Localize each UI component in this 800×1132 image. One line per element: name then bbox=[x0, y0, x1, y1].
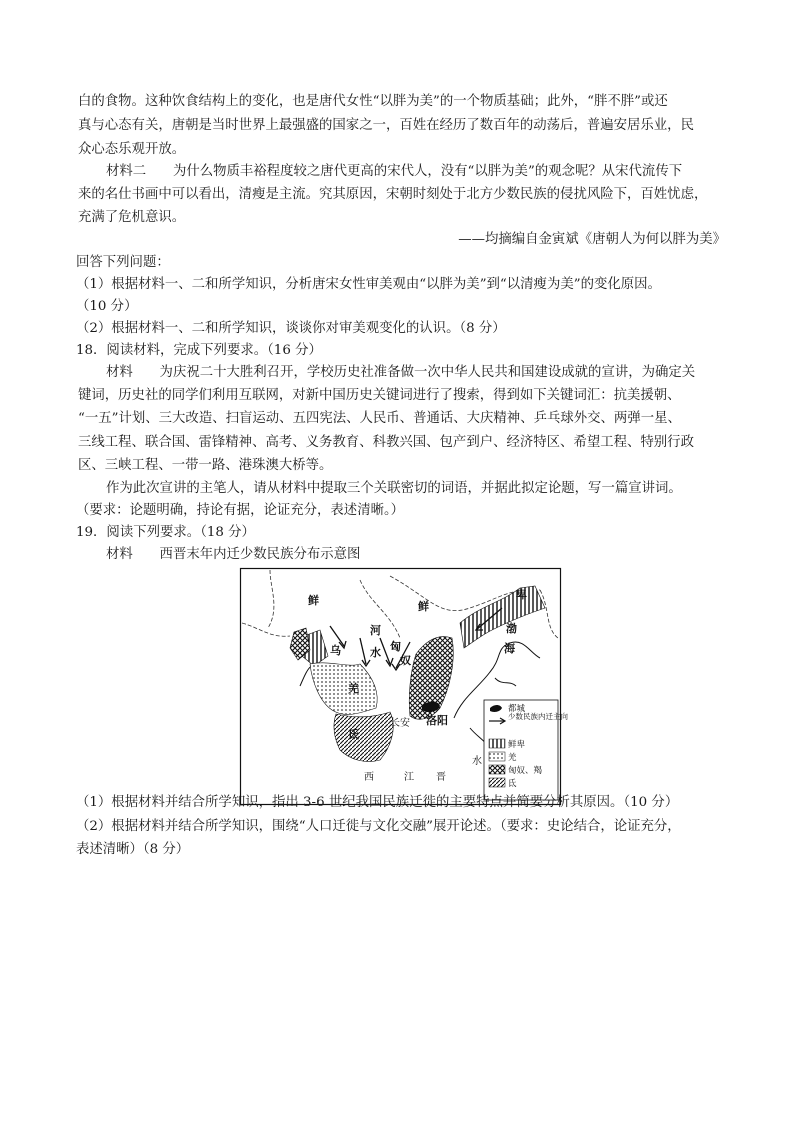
label-shui: 水 bbox=[370, 646, 381, 659]
legend-xiongnu-jie: 匈奴、羯 bbox=[508, 766, 543, 776]
label-qiang: 羌 bbox=[348, 682, 359, 695]
q18-material-line-5: 区、三峡工程、一带一路、港珠澳大桥等。 bbox=[78, 458, 333, 473]
map-legend bbox=[484, 700, 568, 800]
q18-requirement-1: 作为此次宣讲的主笔人，请从材料中提取三个关联密切的词语，并据此拟定论题，写一篇宣讲词。 bbox=[106, 481, 682, 496]
material-two-line-1: 材料二 为什么物质丰裕程度较之唐代更高的宋代人，没有“以胖为美”的观念呢？从宋代流传下 bbox=[106, 164, 683, 179]
q19-material-caption: 材料 西晋末年内迁少数民族分布示意图 bbox=[106, 547, 361, 562]
q18-material-line-4: 三线工程、联合国、雷锋精神、高考、义务教育、科教兴国、包产到户、经济特区、希望工程、特别行政 bbox=[78, 435, 694, 450]
passage-line-2: 真与心态有关，唐朝是当时世界上最强盛的国家之一，百姓在经历了数百年的动荡后，普遍安居乐业，民 bbox=[78, 118, 694, 133]
label-xiongnu: 匈 bbox=[390, 640, 401, 653]
label-nu: 奴 bbox=[400, 654, 411, 667]
q19-part1: （1）根据材料并结合所学知识，指出 3-6 世纪我国民族迁徙的主要特点并简要分析其原因。（10 分） bbox=[76, 795, 679, 810]
q18-requirement-2: （要求：论题明确，持论有据，论证充分，表述清晰。） bbox=[76, 503, 405, 518]
legend-route: 少数民族内迁主向 bbox=[508, 712, 568, 721]
label-di: 氐 bbox=[348, 728, 359, 741]
western-jin-migration-map bbox=[240, 568, 568, 805]
legend-xiongnu-swatch bbox=[489, 765, 505, 774]
label-jiang: 江 bbox=[404, 772, 414, 783]
q19-part2-line-2: 表述清晰）（8 分） bbox=[76, 842, 190, 857]
q18-title: 18．阅读材料，完成下列要求。（16 分） bbox=[76, 343, 322, 358]
label-xianbei-west: 鲜 bbox=[308, 594, 319, 607]
label-luoyang: 洛阳 bbox=[426, 714, 448, 727]
material-two-line-2: 来的名仕书画中可以看出，清瘦是主流。究其原因，宋朝时刻处于北方少数民族的侵扰风险下，百姓忧虑， bbox=[78, 187, 708, 202]
label-xi: 西 bbox=[364, 772, 374, 783]
passage-source: ——均摘编自金寅斌《唐朝人为何以胖为美》 bbox=[458, 232, 726, 247]
label-bohai: 渤 bbox=[506, 622, 517, 635]
q17-prompt: 回答下列问题： bbox=[76, 255, 170, 270]
label-jin: 晋 bbox=[436, 772, 446, 783]
q18-material-line-2: 键词，历史社的同学们利用互联网，对新中国历史关键词进行了搜索，得到如下关键词汇：抗美援朝、 bbox=[78, 388, 681, 403]
material-two-line-3: 充满了危机意识。 bbox=[78, 210, 186, 225]
label-xianbei-top: 鲜 bbox=[418, 600, 429, 613]
label-he: 河 bbox=[370, 624, 381, 637]
legend-xianbei: 鲜卑 bbox=[508, 740, 526, 750]
q19-part2-line-1: （2）根据材料并结合所学知识，围绕“人口迁徙与文化交融”展开论述。（要求：史论结合，论证充分， bbox=[76, 819, 681, 834]
label-shui2: 水 bbox=[472, 756, 482, 767]
label-hai: 海 bbox=[504, 642, 515, 655]
q18-material-line-1: 材料 为庆祝二十大胜利召开，学校历史社准备做一次中华人民共和国建设成就的宣讲，为确定关 bbox=[106, 365, 696, 380]
legend-qiang: 羌 bbox=[508, 753, 517, 763]
legend-di: 氐 bbox=[508, 779, 517, 789]
passage-line-3: 众心态乐观开放。 bbox=[78, 142, 186, 157]
label-wuhuan: 乌 bbox=[330, 644, 341, 657]
legend-qiang-swatch bbox=[489, 752, 505, 761]
label-changan: 长安 bbox=[390, 718, 410, 729]
legend-xianbei-swatch bbox=[489, 739, 505, 748]
legend-di-swatch bbox=[489, 778, 505, 787]
passage-line-1: 白的食物。这种饮食结构上的变化，也是唐代女性“以胖为美”的一个物质基础；此外，“胖不胖”或还 bbox=[78, 94, 668, 109]
label-bei-ne: 卑 bbox=[516, 588, 527, 601]
q18-material-line-3: “一五”计划、三大改造、扫盲运动、五四宪法、人民币、普通话、大庆精神、乒乓球外交、两弹一星、 bbox=[78, 411, 681, 426]
legend-capital: 都城 bbox=[508, 704, 526, 714]
q17-part2: （2）根据材料一、二和所学知识，谈谈你对审美观变化的认识。（8 分） bbox=[76, 321, 506, 336]
q17-part1-score: （10 分） bbox=[76, 299, 138, 314]
q19-title: 19．阅读下列要求。（18 分） bbox=[76, 525, 255, 540]
q17-part1: （1）根据材料一、二和所学知识，分析唐宋女性审美观由“以胖为美”到“以清瘦为美”的变化原因。 bbox=[76, 277, 661, 292]
